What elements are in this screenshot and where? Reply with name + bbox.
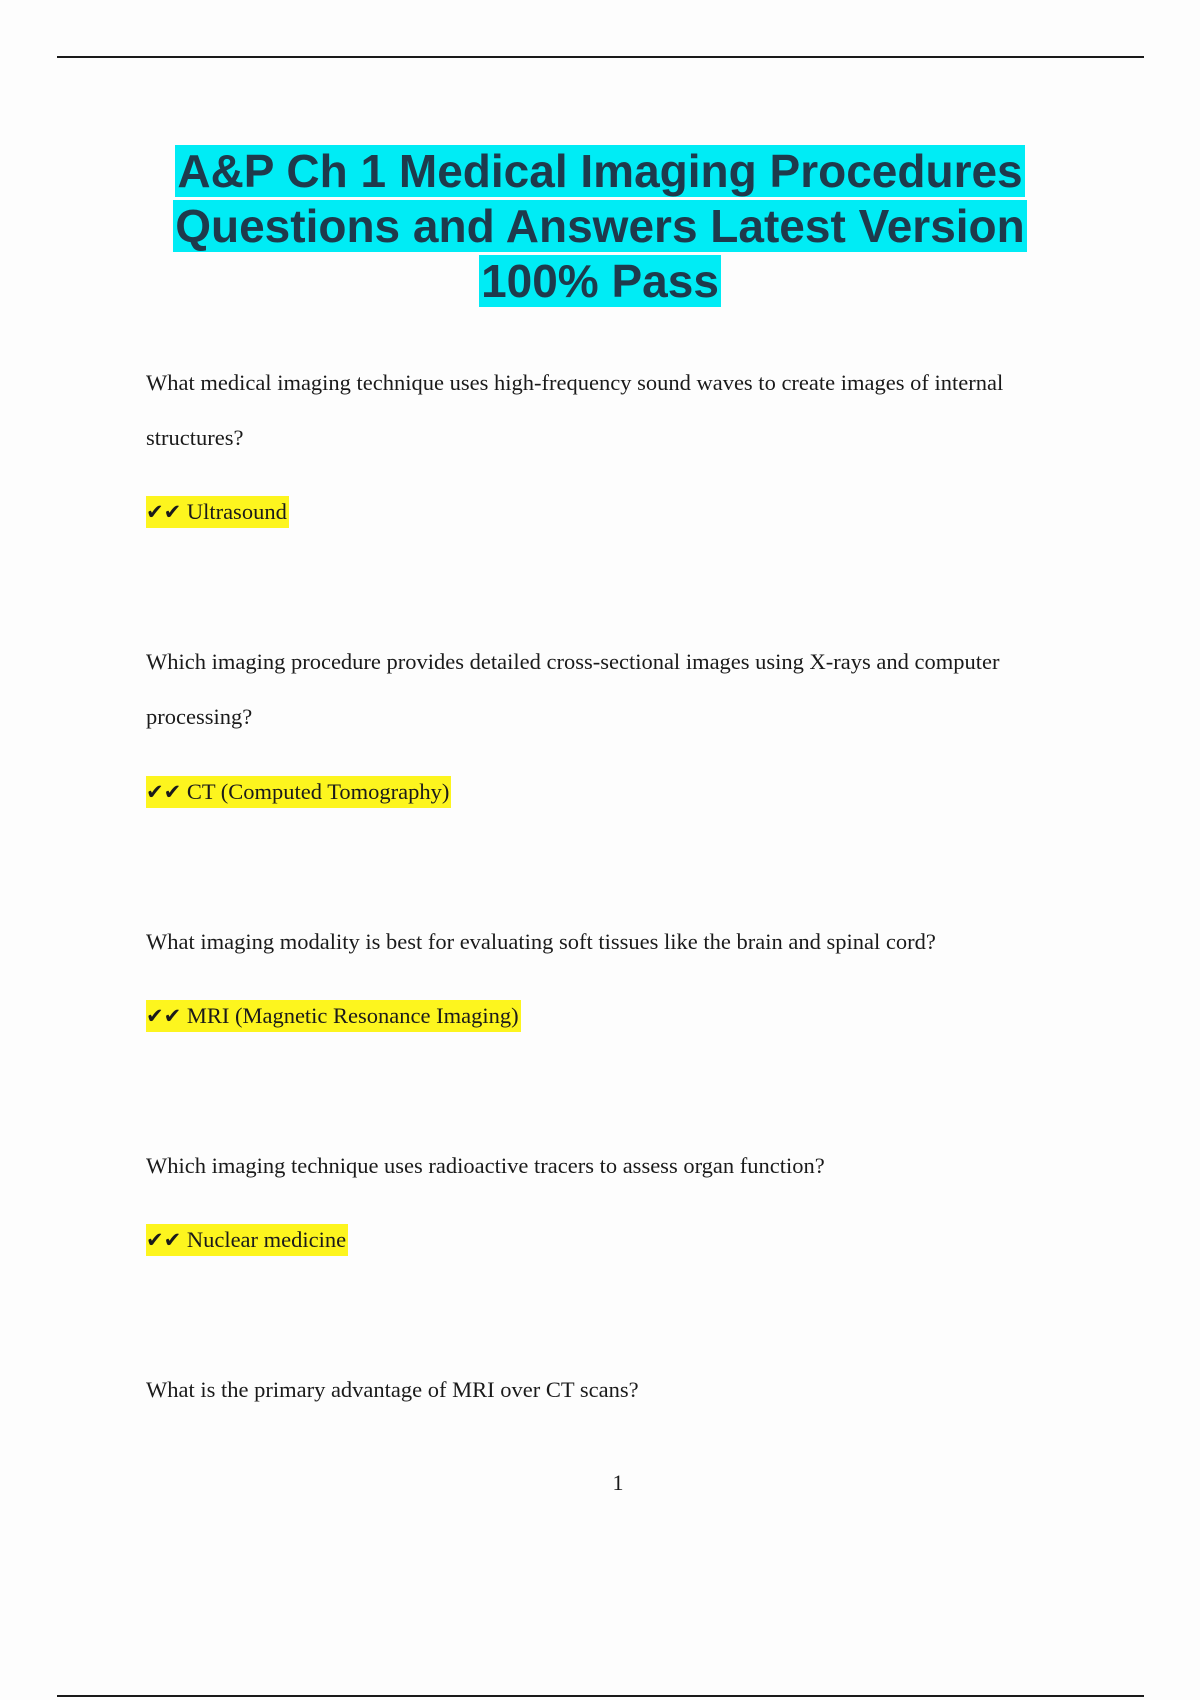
double-check-icon: ✔✔ — [146, 1228, 182, 1252]
answer-4-text: Nuclear medicine — [186, 1227, 347, 1252]
answer-1 — [146, 496, 289, 528]
question-3: What imaging modality is best for evaluating soft tissues like the brain and spinal cord? — [146, 929, 936, 954]
double-check-icon: ✔✔ — [146, 500, 182, 524]
answer-2 — [146, 776, 451, 808]
answer-4 — [146, 1224, 348, 1256]
double-check-icon: ✔✔ — [146, 1004, 182, 1028]
question-2: Which imaging procedure provides detailed cross-sectional images using X-rays and computer processing? — [146, 649, 1000, 729]
double-check-icon: ✔✔ — [146, 780, 182, 804]
page-number: 1 — [612, 1470, 624, 1495]
answer-2-text: CT (Computed Tomography) — [186, 779, 450, 804]
answer-1-text: Ultrasound — [186, 499, 287, 524]
title-line-1: A&P Ch 1 Medical Imaging Procedures — [177, 145, 1023, 197]
answer-3 — [146, 1000, 521, 1032]
answer-3-text: MRI (Magnetic Resonance Imaging) — [186, 1003, 519, 1028]
question-4: Which imaging technique uses radioactive tracers to assess organ function? — [146, 1153, 825, 1178]
document-title — [150, 144, 1050, 309]
header-rule — [57, 56, 1144, 58]
title-line-3: 100% Pass — [481, 255, 719, 307]
question-5: What is the primary advantage of MRI over CT scans? — [146, 1377, 639, 1402]
question-1: What medical imaging technique uses high-frequency sound waves to create images of internal structures? — [146, 370, 1004, 450]
title-line-2: Questions and Answers Latest Version — [175, 200, 1025, 252]
footer-rule — [57, 1695, 1144, 1697]
